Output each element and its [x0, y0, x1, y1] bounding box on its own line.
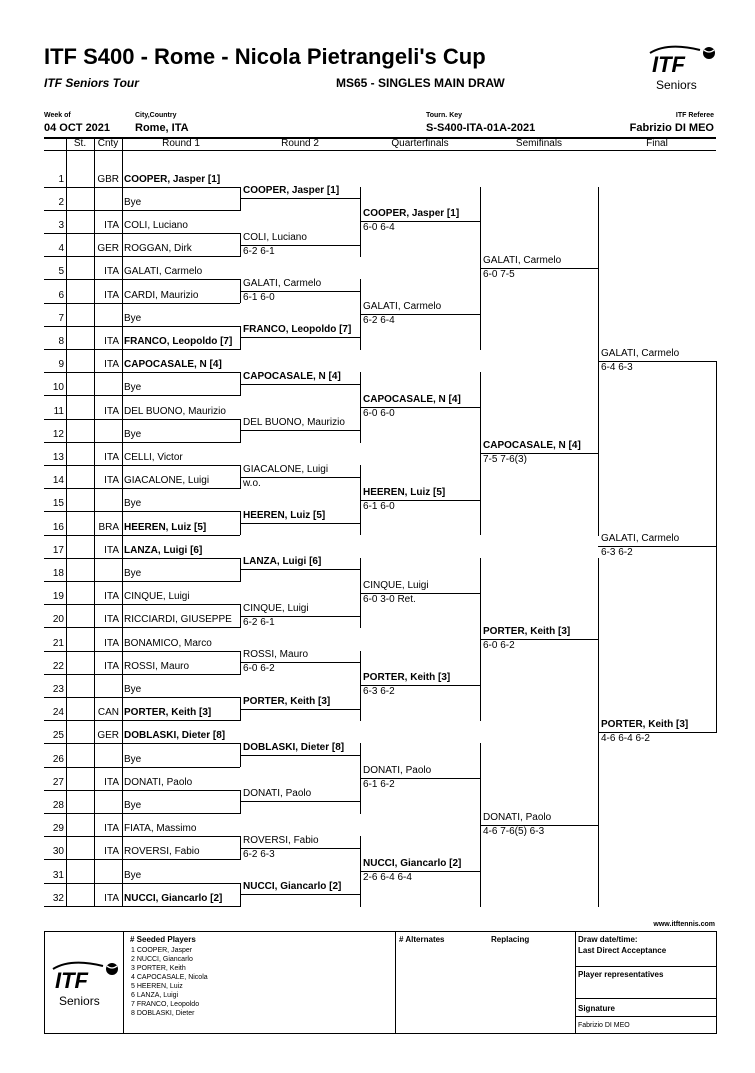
draw-date-label: Draw date/time: [578, 935, 638, 944]
winner-connector [716, 361, 717, 733]
round1-player: Bye [124, 382, 142, 394]
round1-player: GIACALONE, Luigi [124, 475, 210, 487]
round2-line [240, 801, 360, 802]
round1-line [44, 372, 240, 373]
city-label: City,Country [135, 112, 177, 119]
round1-player: CELLI, Victor [124, 451, 183, 463]
draw-position: 16 [52, 521, 64, 533]
quarterfinal-player: GALATI, Carmelo [363, 301, 442, 313]
round1-line [44, 419, 240, 420]
semifinal-score: 7-5 7-6(3) [483, 454, 527, 466]
round2-score: 6-2 6-1 [243, 616, 275, 628]
player-country: GER [97, 243, 119, 255]
round1-player: CINQUE, Luigi [124, 591, 190, 603]
player-country: ITA [104, 846, 119, 858]
seeds-title: # Seeded Players [130, 935, 196, 944]
round1-line [44, 883, 240, 884]
round1-player: Bye [124, 869, 142, 881]
round2-line [240, 755, 360, 756]
round2-player: DONATI, Paolo [243, 788, 312, 800]
referee-value: Fabrizio DI MEO [629, 122, 714, 134]
draw-position: 2 [58, 196, 64, 208]
draw-position: 6 [58, 289, 64, 301]
round2-line [240, 569, 360, 570]
signature-label: Signature [578, 1004, 615, 1013]
round1-line [44, 697, 240, 698]
round1-line [44, 233, 240, 234]
round1-player: RICCIARDI, GIUSEPPE [124, 614, 232, 626]
draw-position: 1 [58, 173, 64, 185]
col-cnty: Cnty [97, 138, 119, 149]
draw-position: 8 [58, 335, 64, 347]
round2-line [240, 384, 360, 385]
round1-line [44, 535, 240, 536]
tour-subtitle: ITF Seniors Tour [44, 76, 139, 90]
col-final: Final [646, 138, 668, 149]
quarterfinal-score: 6-0 6-0 [363, 407, 395, 419]
round1-line [44, 210, 240, 211]
draw-position: 28 [52, 799, 64, 811]
player-country: ITA [104, 335, 119, 347]
seed-item: 1 COOPER, Jasper [131, 947, 193, 954]
round1-line [44, 906, 240, 907]
round2-line [240, 523, 360, 524]
round1-line [44, 790, 240, 791]
draw-position: 13 [52, 451, 64, 463]
round1-player: ROVERSI, Fabio [124, 846, 200, 858]
player-country: ITA [104, 266, 119, 278]
player-country: ITA [104, 892, 119, 904]
round2-player: ROVERSI, Fabio [243, 834, 319, 846]
round2-player: CINQUE, Luigi [243, 602, 309, 614]
round1-player: Bye [124, 683, 142, 695]
winner-player: GALATI, Carmelo [601, 533, 680, 545]
round1-line [44, 674, 240, 675]
round1-player: CAPOCASALE, N [4] [124, 359, 222, 371]
st-column-rule [66, 139, 67, 907]
semifinal-score: 4-6 7-6(5) 6-3 [483, 825, 545, 837]
round1-player: COLI, Luciano [124, 219, 188, 231]
round1-player: Bye [124, 567, 142, 579]
round2-player: GIACALONE, Luigi [243, 463, 329, 475]
round1-player: PORTER, Keith [3] [124, 707, 212, 719]
quarterfinal-player: NUCCI, Giancarlo [2] [363, 857, 462, 869]
round2-score: 6-1 6-0 [243, 291, 275, 303]
quarterfinal-player: DONATI, Paolo [363, 765, 432, 777]
round1-player: Bye [124, 312, 142, 324]
col-st: St. [73, 138, 87, 149]
referee-label: ITF Referee [675, 112, 714, 119]
round1-line [44, 813, 240, 814]
col-quarterfinals: Quarterfinals [391, 138, 449, 149]
replacing-label: Replacing [491, 935, 530, 944]
quarterfinal-score: 6-1 6-2 [363, 779, 395, 791]
round1-line [44, 627, 240, 628]
week-label: Week of [44, 112, 71, 119]
round2-score: w.o. [243, 477, 261, 489]
draw-position: 15 [52, 498, 64, 510]
quarterfinal-score: 6-1 6-0 [363, 500, 395, 512]
semifinal-player: DONATI, Paolo [483, 811, 552, 823]
round1-player: Bye [124, 428, 142, 440]
round1-player: ROSSI, Mauro [124, 660, 190, 672]
round1-line [44, 465, 240, 466]
round1-line [44, 326, 240, 327]
round1-line [44, 349, 240, 350]
column-header-rule [44, 150, 716, 151]
round1-line [44, 395, 240, 396]
round2-player: GALATI, Carmelo [243, 277, 322, 289]
round2-player: NUCCI, Giancarlo [2] [243, 881, 342, 893]
seed-item: 6 LANZA, Luigi [131, 992, 179, 999]
col-semifinals: Semifinals [515, 138, 563, 149]
round1-player: Bye [124, 196, 142, 208]
week-value: 04 OCT 2021 [44, 122, 111, 134]
quarterfinal-player: COOPER, Jasper [1] [363, 208, 460, 220]
draw-position: 14 [52, 475, 64, 487]
round2-line [240, 709, 360, 710]
draw-position: 25 [52, 730, 64, 742]
seed-item: 2 NUCCI, Giancarlo [131, 956, 193, 963]
quarterfinal-score: 6-0 3-0 Ret. [363, 593, 416, 605]
player-reps-label: Player representatives [578, 970, 664, 979]
seeds-list [131, 946, 208, 1018]
round2-player: COLI, Luciano [243, 231, 307, 243]
round2-player: LANZA, Luigi [6] [243, 556, 322, 568]
round2-line [240, 430, 360, 431]
draw-position: 29 [52, 823, 64, 835]
semifinal-player: CAPOCASALE, N [4] [483, 440, 581, 452]
round1-line [44, 488, 240, 489]
round1-player: BONAMICO, Marco [124, 637, 212, 649]
semifinal-score: 6-0 6-2 [483, 639, 515, 651]
draw-position: 9 [58, 359, 64, 371]
lda-label: Last Direct Acceptance [578, 946, 667, 955]
quarterfinal-score: 2-6 6-4 6-4 [363, 871, 412, 883]
draw-position: 30 [52, 846, 64, 858]
round2-player: ROSSI, Mauro [243, 649, 309, 661]
tennis-ball-icon [702, 46, 716, 60]
final-score: 6-4 6-3 [601, 361, 633, 373]
round2-line [240, 337, 360, 338]
round1-column-rule [122, 139, 123, 907]
player-country: ITA [104, 219, 119, 231]
round1-line [44, 511, 240, 512]
player-country: ITA [104, 405, 119, 417]
round1-line [44, 303, 240, 304]
player-country: ITA [104, 637, 119, 649]
col-round1: Round 1 [162, 138, 200, 149]
quarterfinal-score: 6-2 6-4 [363, 315, 395, 327]
player-country: ITA [104, 776, 119, 788]
round1-player: CARDI, Maurizio [124, 289, 199, 301]
round1-line [44, 651, 240, 652]
round1-line [44, 836, 240, 837]
draw-position: 19 [52, 591, 64, 603]
draw-position: 27 [52, 776, 64, 788]
draw-position: 4 [58, 243, 64, 255]
draw-position: 12 [52, 428, 64, 440]
semifinal-player: PORTER, Keith [3] [483, 625, 571, 637]
final-score: 4-6 6-4 6-2 [601, 732, 650, 744]
draw-position: 11 [53, 405, 64, 417]
round2-player: CAPOCASALE, N [4] [243, 370, 341, 382]
round1-player: NUCCI, Giancarlo [2] [124, 892, 223, 904]
round2-line [240, 894, 360, 895]
semifinal-player: GALATI, Carmelo [483, 254, 562, 266]
round2-player: COOPER, Jasper [1] [243, 185, 340, 197]
draw-position: 31 [52, 869, 64, 881]
round1-player: ROGGAN, Dirk [124, 243, 192, 255]
draw-position: 21 [52, 637, 64, 649]
logo-text: ITF [652, 52, 685, 77]
tourn-key-label: Tourn. Key [426, 112, 463, 119]
city-value: Rome, ITA [135, 122, 189, 134]
round2-player: FRANCO, Leopoldo [7] [243, 324, 352, 336]
seed-item: 4 CAPOCASALE, Nicola [131, 974, 208, 981]
footer-logo-text: ITF [55, 968, 88, 993]
quarterfinal-score: 6-0 6-4 [363, 222, 395, 234]
quarterfinal-player: HEEREN, Luiz [5] [363, 486, 446, 498]
round1-line [44, 442, 240, 443]
round2-score: 6-2 6-3 [243, 848, 275, 860]
final-player: GALATI, Carmelo [601, 347, 680, 359]
round1-line [44, 720, 240, 721]
alternates-label: # Alternates [399, 935, 445, 944]
page-title: ITF S400 - Rome - Nicola Pietrangeli's Cup [44, 44, 486, 69]
footer-logo-subtext: Seniors [59, 994, 100, 1008]
final-player: PORTER, Keith [3] [601, 718, 689, 730]
round1-player: DONATI, Paolo [124, 776, 193, 788]
quarterfinal-player: CAPOCASALE, N [4] [363, 393, 461, 405]
round1-line [44, 187, 240, 188]
player-country: ITA [104, 614, 119, 626]
round2-player: HEEREN, Luiz [5] [243, 509, 326, 521]
round1-player: Bye [124, 799, 142, 811]
round1-player: LANZA, Luigi [6] [124, 544, 203, 556]
round2-score: 6-0 6-2 [243, 663, 275, 675]
tourn-key-value: S-S400-ITA-01A-2021 [426, 122, 536, 134]
round1-player: FIATA, Massimo [124, 823, 197, 835]
player-country: ITA [104, 823, 119, 835]
round1-player: HEEREN, Luiz [5] [124, 521, 207, 533]
footer-box [44, 931, 717, 1034]
footer-tennis-ball-icon [105, 962, 119, 976]
round1-player: COOPER, Jasper [1] [124, 173, 221, 185]
col-round2: Round 2 [281, 138, 319, 149]
draw-position: 17 [52, 544, 64, 556]
round1-player: Bye [124, 498, 142, 510]
round2-score: 6-2 6-1 [243, 245, 275, 257]
player-country: ITA [104, 660, 119, 672]
footer-itf-logo [51, 960, 121, 1010]
quarterfinal-score: 6-3 6-2 [363, 686, 395, 698]
round1-line [44, 604, 240, 605]
seed-item: 7 FRANCO, Leopoldo [131, 1001, 200, 1008]
round2-line [240, 198, 360, 199]
player-country: ITA [104, 359, 119, 371]
round1-player: DEL BUONO, Maurizio [124, 405, 226, 417]
player-country: ITA [104, 544, 119, 556]
round1-player: GALATI, Carmelo [124, 266, 203, 278]
round2-player: DEL BUONO, Maurizio [243, 417, 345, 429]
draw-position: 32 [52, 892, 64, 904]
round1-player: FRANCO, Leopoldo [7] [124, 335, 233, 347]
seed-item: 8 DOBLASKI, Dieter [131, 1010, 195, 1017]
signature-name: Fabrizio DI MEO [578, 1022, 630, 1029]
draw-position: 10 [52, 382, 64, 394]
round2-player: DOBLASKI, Dieter [8] [243, 741, 345, 753]
round1-line [44, 743, 240, 744]
player-country: GBR [97, 173, 119, 185]
player-country: ITA [104, 591, 119, 603]
player-country: BRA [98, 521, 119, 533]
player-country: ITA [104, 475, 119, 487]
quarterfinal-player: CINQUE, Luigi [363, 579, 429, 591]
round1-line [44, 279, 240, 280]
logo-subtext: Seniors [656, 78, 697, 92]
round1-line [44, 256, 240, 257]
draw-position: 26 [52, 753, 64, 765]
round1-line [44, 859, 240, 860]
player-country: ITA [104, 451, 119, 463]
draw-position: 24 [52, 707, 64, 719]
draw-position: 20 [52, 614, 64, 626]
draw-position: 5 [58, 266, 64, 278]
round2-player: PORTER, Keith [3] [243, 695, 331, 707]
quarterfinal-player: PORTER, Keith [3] [363, 672, 451, 684]
round1-line [44, 558, 240, 559]
semifinal-score: 6-0 7-5 [483, 268, 515, 280]
draw-position: 3 [58, 219, 64, 231]
player-country: GER [97, 730, 119, 742]
round1-line [44, 581, 240, 582]
itf-seniors-logo [648, 44, 718, 94]
seed-item: 5 HEEREN, Luiz [131, 983, 183, 990]
website-link[interactable]: www.itftennis.com [653, 921, 715, 928]
round1-line [44, 767, 240, 768]
draw-position: 23 [52, 683, 64, 695]
seed-item: 3 PORTER, Keith [131, 965, 186, 972]
player-country: ITA [104, 289, 119, 301]
round1-player: DOBLASKI, Dieter [8] [124, 730, 226, 742]
draw-name: MS65 - SINGLES MAIN DRAW [336, 76, 505, 90]
draw-position: 18 [52, 567, 64, 579]
winner-score: 6-3 6-2 [601, 547, 633, 559]
player-country: CAN [97, 707, 119, 719]
draw-position: 22 [52, 660, 64, 672]
draw-position: 7 [58, 312, 64, 324]
round1-player: Bye [124, 753, 142, 765]
